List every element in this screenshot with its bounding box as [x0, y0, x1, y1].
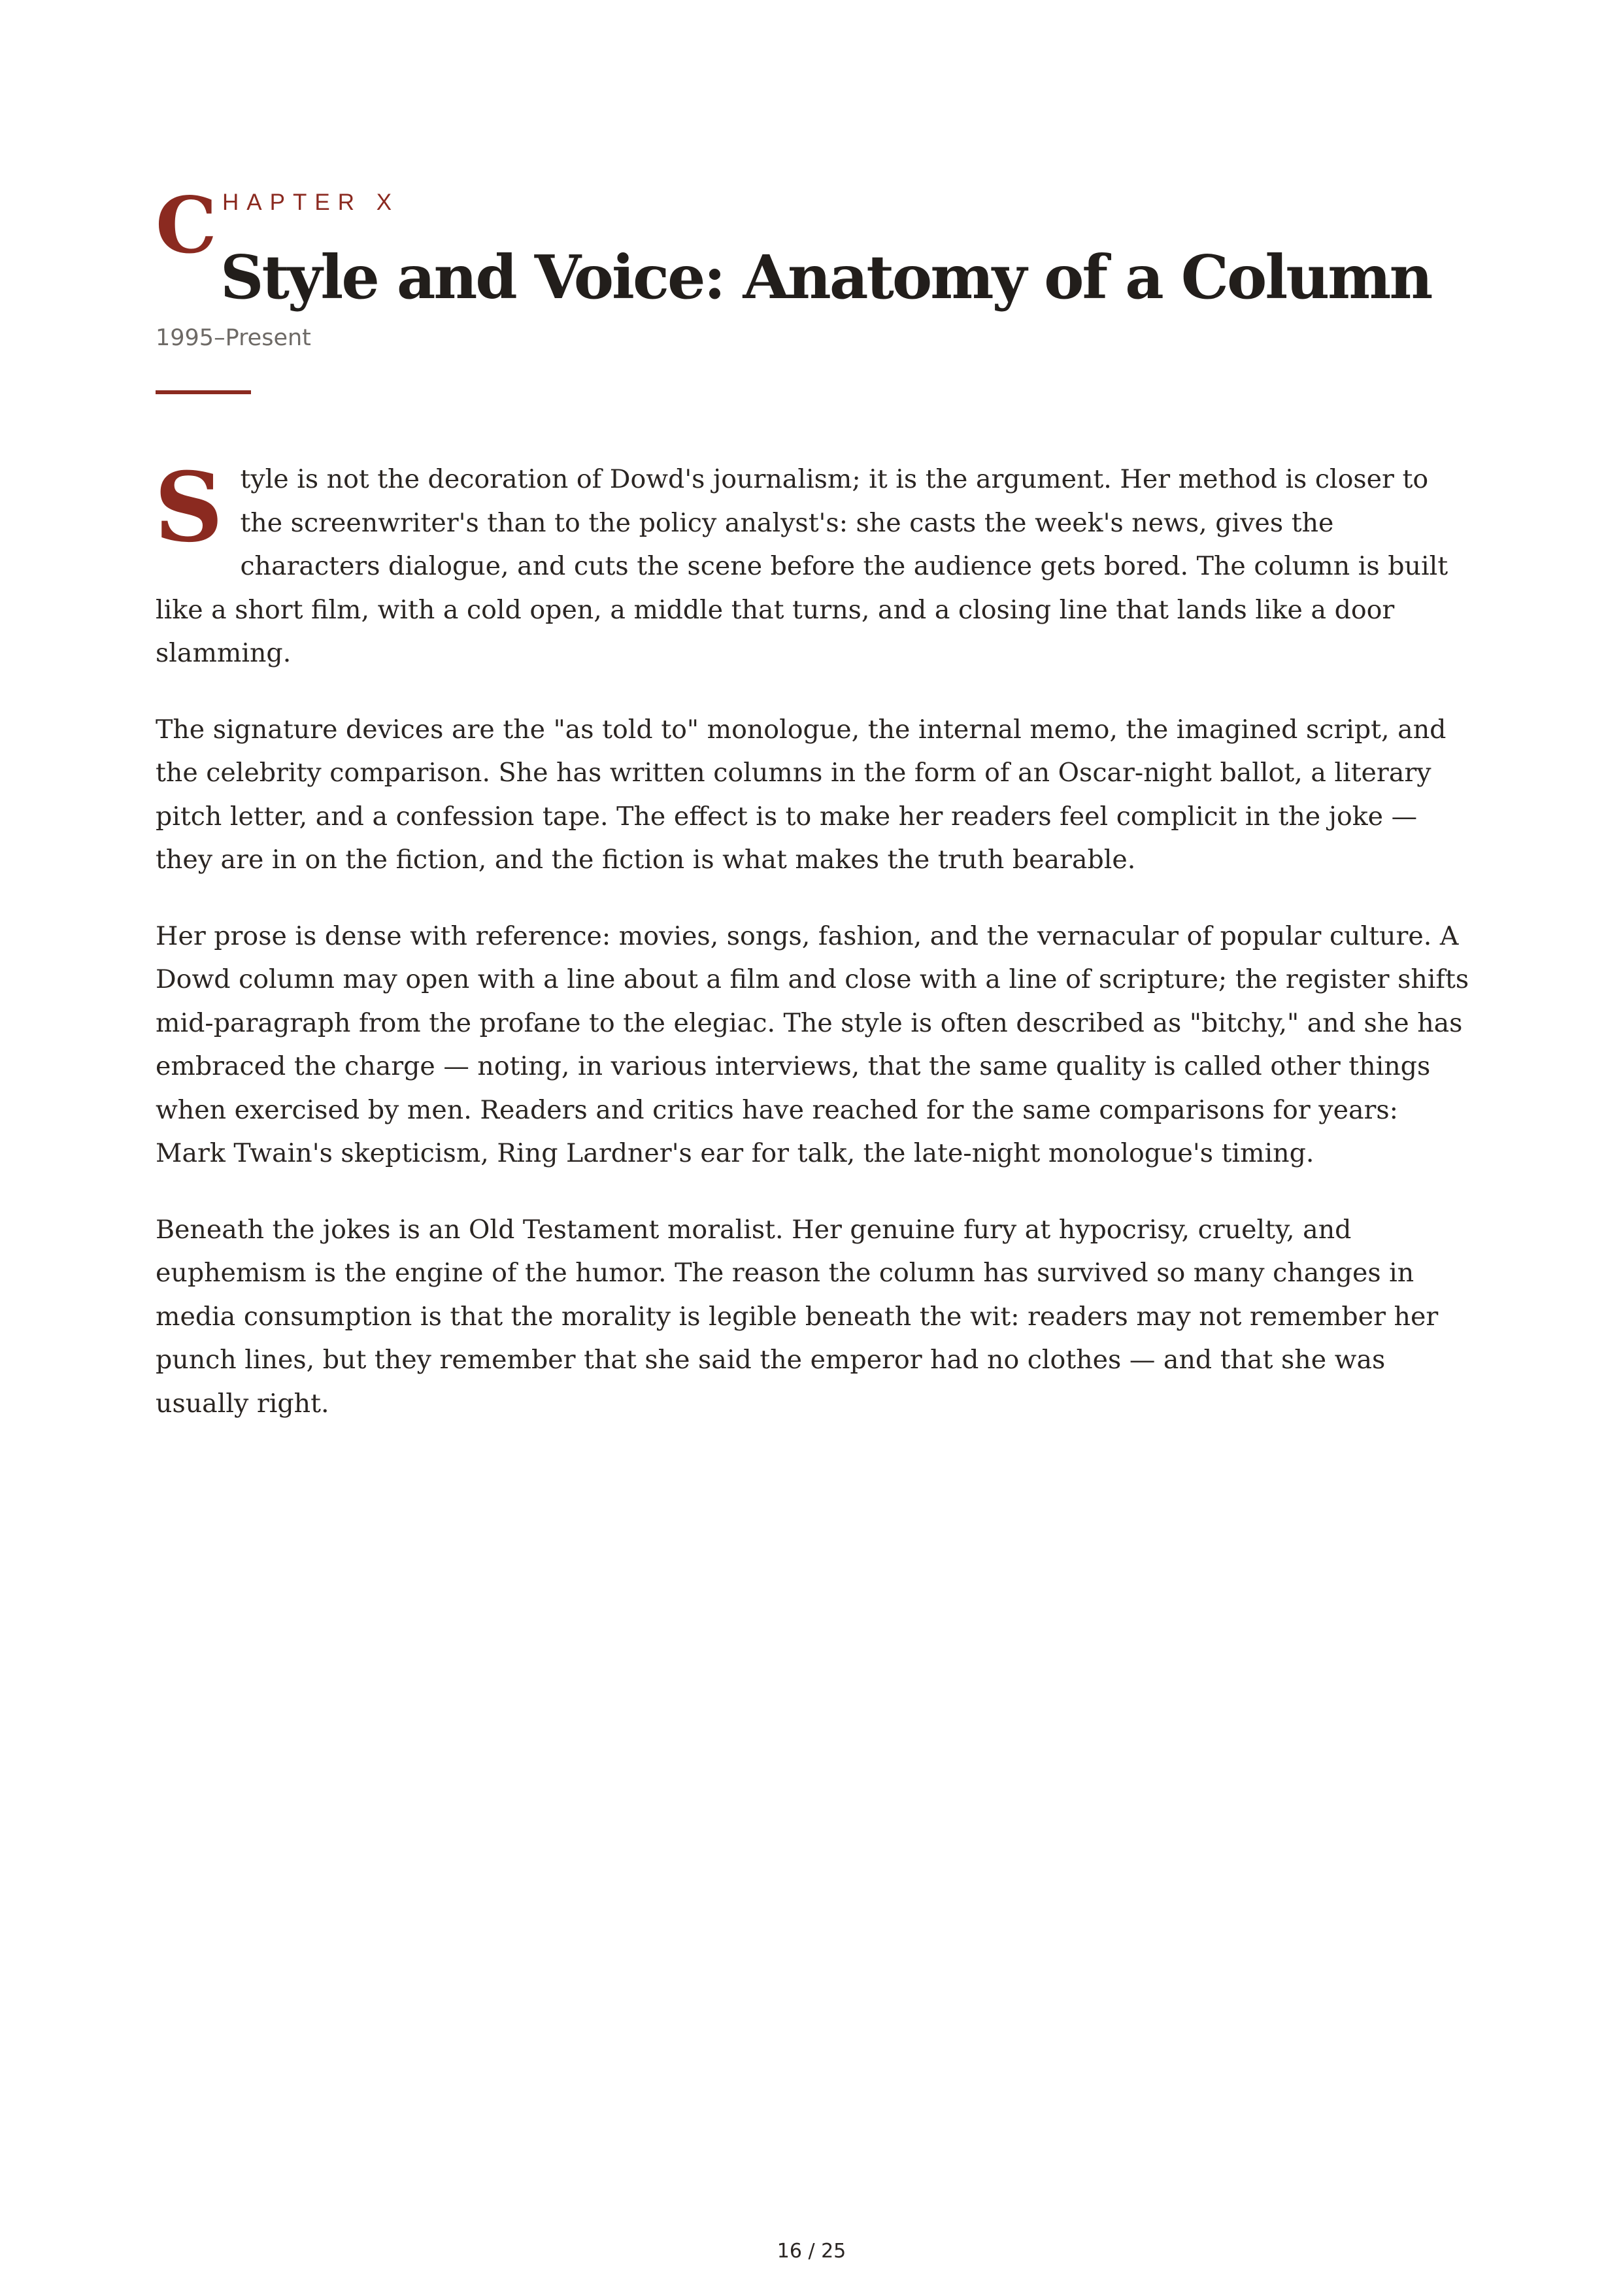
paragraph-1-text: tyle is not the decoration of Dowd's journalism; it is the argument. Her method is closer to the screenwriter's than to the policy analyst's: she casts the week's news, gives the characters dialogue, and cuts the scene before the audience gets bored. The column is built like a short film, with a cold open, a middle that turns, and a closing line that lands like a door slamming. [156, 464, 1448, 668]
paragraph-3: Her prose is dense with reference: movies, songs, fashion, and the vernacular of popular culture. A Dowd column may open with a line about a film and close with a line of scripture; the register shifts mid-paragraph from the profane to the elegiac. The style is often described as "bitchy," and she has embraced the charge — noting, in various interviews, that the same quality is called other things when exercised by men. Readers and critics have reached for the same comparisons for years: Mark Twain's skepticism, Ring Lardner's ear for talk, the late-night monologue's timing. [156, 920, 1469, 1168]
chapter-title: Style and Voice: Anatomy of a Column [220, 242, 1431, 312]
title-divider [156, 390, 251, 394]
paragraph-4: Beneath the jokes is an Old Testament moralist. Her genuine fury at hypocrisy, cruelty, and euphemism is the engine of the humor. The reason the column has survived so many changes in media consumption is that the morality is legible beneath the wit: readers may not remember her punch lines, but they remember that she said the emperor had no clothes — and that she was usually right. [156, 1214, 1439, 1419]
page-number: 16 / 25 [777, 2240, 846, 2263]
chapter-label: HAPTER X [222, 190, 400, 215]
chapter-dates: 1995–Present [156, 325, 311, 351]
chapter-initial: C [156, 180, 217, 271]
body-text [154, 452, 1473, 1458]
drop-cap: S [154, 452, 224, 564]
paragraph-2: The signature devices are the "as told to" monologue, the internal memo, the imagined script, and the celebrity comparison. She has written columns in the form of an Oscar-night ballot, a literary pitch letter, and a confession tape. The effect is to make her readers feel complicit in the joke — they are in on the fiction, and the fiction is what makes the truth bearable. [156, 714, 1447, 875]
paragraph-1 [154, 452, 1473, 675]
